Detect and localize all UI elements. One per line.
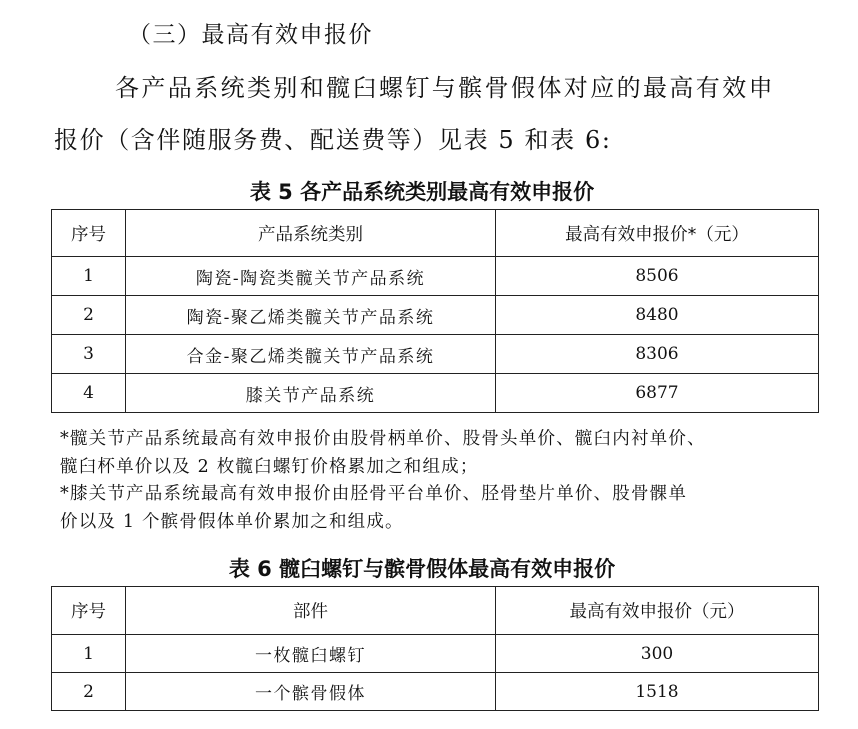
table6-header-row [52, 587, 819, 635]
table6 [51, 586, 819, 711]
row-price: 6877 [496, 374, 819, 413]
row-price: 300 [496, 635, 819, 673]
paragraph-line-2: 报价（含伴随服务费、配送费等）见表 5 和表 6: [54, 126, 612, 154]
table-row [52, 257, 819, 296]
table6-header-index: 序号 [52, 587, 126, 635]
row-price: 1518 [496, 673, 819, 711]
row-price: 8506 [496, 257, 819, 296]
row-price: 8480 [496, 296, 819, 335]
table5 [51, 209, 819, 413]
table6-header-part: 部件 [126, 587, 496, 635]
table5-header-category: 产品系统类别 [126, 210, 496, 257]
row-index: 2 [52, 296, 126, 335]
note-line: 价以及 1 个髌骨假体单价累加之和组成。 [60, 511, 404, 532]
note-line: *髋关节产品系统最高有效申报价由股骨柄单价、股骨头单价、髋臼内衬单价、 [60, 429, 706, 449]
table-row [52, 673, 819, 711]
table5-header-index: 序号 [52, 210, 126, 257]
table6-caption: 表 6 髋臼螺钉与髌骨假体最高有效申报价 [228, 557, 616, 581]
row-index: 3 [52, 335, 126, 374]
row-index: 2 [52, 673, 126, 711]
paragraph-line-1: 各产品系统类别和髋臼螺钉与髌骨假体对应的最高有效申 [115, 74, 775, 102]
table-row [52, 335, 819, 374]
row-price: 8306 [496, 335, 819, 374]
note-line: 髋臼杯单价以及 2 枚髋臼螺钉价格累加之和组成； [60, 456, 479, 477]
table5-header-price: 最高有效申报价*（元） [496, 210, 819, 257]
row-index: 4 [52, 374, 126, 413]
table5-caption: 表 5 各产品系统类别最高有效申报价 [249, 180, 595, 204]
table5-header-row [52, 210, 819, 257]
table-row [52, 635, 819, 673]
table-row [52, 374, 819, 413]
section-heading: （三）最高有效申报价 [128, 22, 373, 48]
row-part: 一枚髋臼螺钉 [126, 635, 496, 673]
table-row [52, 296, 819, 335]
table5-notes [60, 426, 820, 536]
row-part: 一个髌骨假体 [126, 673, 496, 711]
row-category: 陶瓷-陶瓷类髋关节产品系统 [126, 257, 496, 296]
row-index: 1 [52, 635, 126, 673]
row-category: 陶瓷-聚乙烯类髋关节产品系统 [126, 296, 496, 335]
row-index: 1 [52, 257, 126, 296]
row-category: 膝关节产品系统 [126, 374, 496, 413]
table6-header-price: 最高有效申报价（元） [496, 587, 819, 635]
note-line: *膝关节产品系统最高有效申报价由胫骨平台单价、胫骨垫片单价、股骨髁单 [60, 484, 688, 504]
row-category: 合金-聚乙烯类髋关节产品系统 [126, 335, 496, 374]
